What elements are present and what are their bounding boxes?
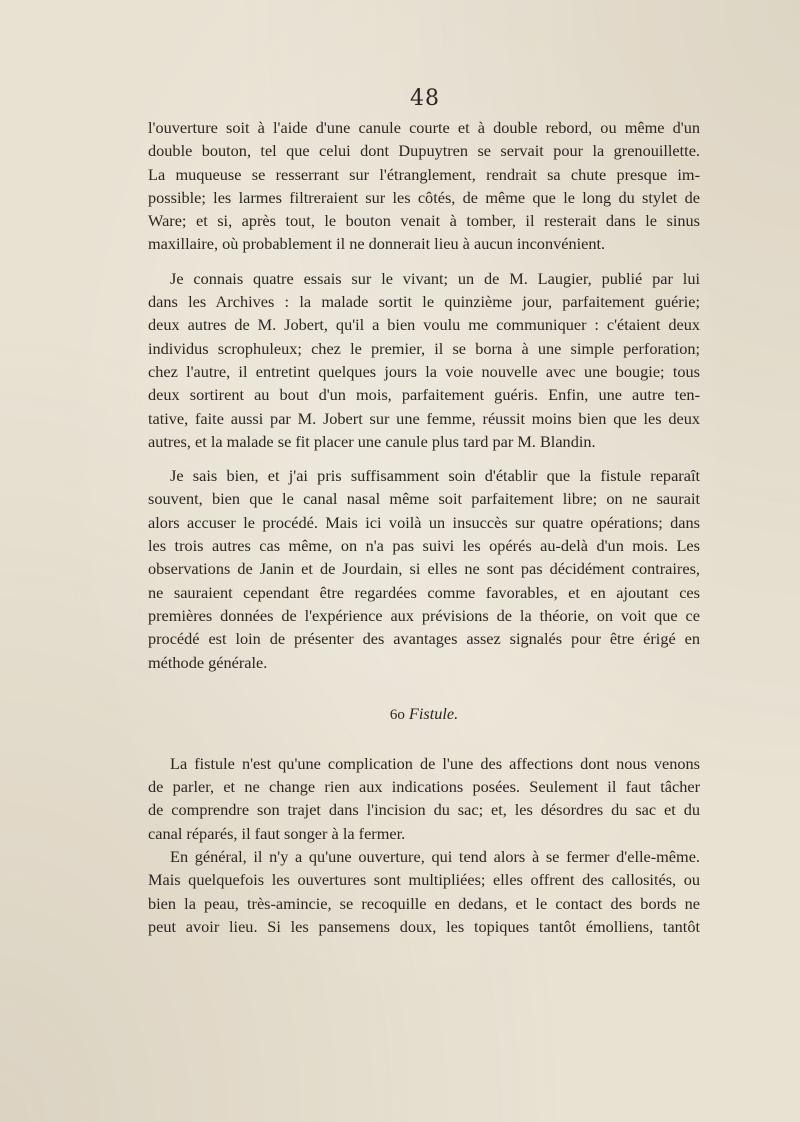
text-line: méthode générale. bbox=[148, 652, 268, 672]
section-number: 6o bbox=[389, 706, 405, 723]
text-line: double bouton, tel que celui dont Dupuytren se servait pour la grenouillette. bbox=[148, 141, 700, 161]
paragraph bbox=[148, 464, 700, 674]
text-line: deux sortirent au bout d'un mois, parfaitement guéris. Enfin, une autre ten- bbox=[148, 385, 700, 405]
text-line: La fistule n'est qu'une complication de l'une des affections dont nous venons bbox=[170, 753, 700, 773]
text-line: chez l'autre, il entretint quelques jours la voie nouvelle avec une bougie; tous bbox=[148, 361, 700, 381]
text-line: de parler, et ne change rien aux indications posées. Seulement il faut tâcher bbox=[148, 777, 700, 797]
text-line: Mais quelquefois les ouvertures sont multipliées; elles offrent des callosités, ou bbox=[148, 870, 700, 890]
paragraph bbox=[148, 116, 700, 256]
text-line: souvent, bien que le canal nasal même soit parfaitement libre; on ne saurait bbox=[148, 489, 700, 509]
text-line: ne sauraient cependant être regardées comme favorables, et en ajoutant ces bbox=[148, 582, 700, 602]
text-line: de comprendre son trajet dans l'incision du sac; et, les désordres du sac et du bbox=[148, 800, 700, 820]
paragraph-gap bbox=[148, 256, 700, 267]
section-heading bbox=[148, 702, 700, 726]
paragraph bbox=[148, 752, 700, 845]
text-line: peut avoir lieu. Si les pansemens doux, les topiques tantôt émolliens, tantôt bbox=[148, 916, 700, 936]
section-title: Fistule. bbox=[408, 703, 459, 723]
text-line: Ware; et si, après tout, le bouton venait à tomber, il resterait dans le sinus bbox=[148, 211, 700, 231]
text-line: les trois autres cas même, on n'a pas suivi les opérés au-delà d'un mois. Les bbox=[148, 536, 700, 556]
text-line: premières données de l'expérience aux prévisions de la théorie, on voit que ce bbox=[148, 605, 700, 625]
paragraph-gap bbox=[148, 453, 700, 464]
text-line: tative, faite aussi par M. Jobert sur une femme, réussit moins bien que les deux bbox=[148, 408, 700, 428]
text-line: La muqueuse se resserrant sur l'étranglement, rendrait sa chute presque im- bbox=[148, 164, 700, 184]
text-line: alors accuser le procédé. Mais ici voilà un insuccès sur quatre opérations; dans bbox=[148, 512, 700, 532]
text-line: maxillaire, où probablement il ne donnerait lieu à aucun inconvénient. bbox=[148, 234, 606, 254]
paragraph bbox=[148, 267, 700, 453]
text-line: autres, et la malade se fit placer une canule plus tard par M. Blandin. bbox=[148, 431, 596, 451]
page-body bbox=[148, 116, 700, 938]
page-number: 48 bbox=[410, 86, 440, 111]
text-line: deux autres de M. Jobert, qu'il a bien voulu me communiquer : c'étaient deux bbox=[148, 315, 700, 335]
text-line: l'ouverture soit à l'aide d'une canule courte et à double rebord, ou même d'un bbox=[148, 118, 700, 137]
text-line: possible; les larmes filtreraient sur les côtés, de même que le long du stylet de bbox=[148, 187, 700, 207]
text-line: procédé est loin de présenter des avantages assez signalés pour être érigé en bbox=[148, 629, 700, 649]
text-line: bien la peau, très-amincie, se recoquille en dedans, et le contact des bords ne bbox=[148, 893, 700, 913]
text-line: individus scrophuleux; chez le premier, il se borna à une simple perforation; bbox=[148, 338, 700, 358]
text-line: dans les Archives : la malade sortit le quinzième jour, parfaitement guérie; bbox=[148, 292, 700, 312]
text-line: canal réparés, il faut songer à la fermer. bbox=[148, 823, 406, 843]
text-line: En général, il n'y a qu'une ouverture, qui tend alors à se fermer d'elle-même. bbox=[170, 847, 700, 867]
text-line: observations de Janin et de Jourdain, si elles ne sont pas décidément contraires, bbox=[148, 559, 700, 579]
text-line: Je connais quatre essais sur le vivant; un de M. Laugier, publié par lui bbox=[170, 268, 700, 288]
paragraph bbox=[148, 845, 700, 938]
text-line: Je sais bien, et j'ai pris suffisamment soin d'établir que la fistule reparaît bbox=[170, 466, 700, 486]
